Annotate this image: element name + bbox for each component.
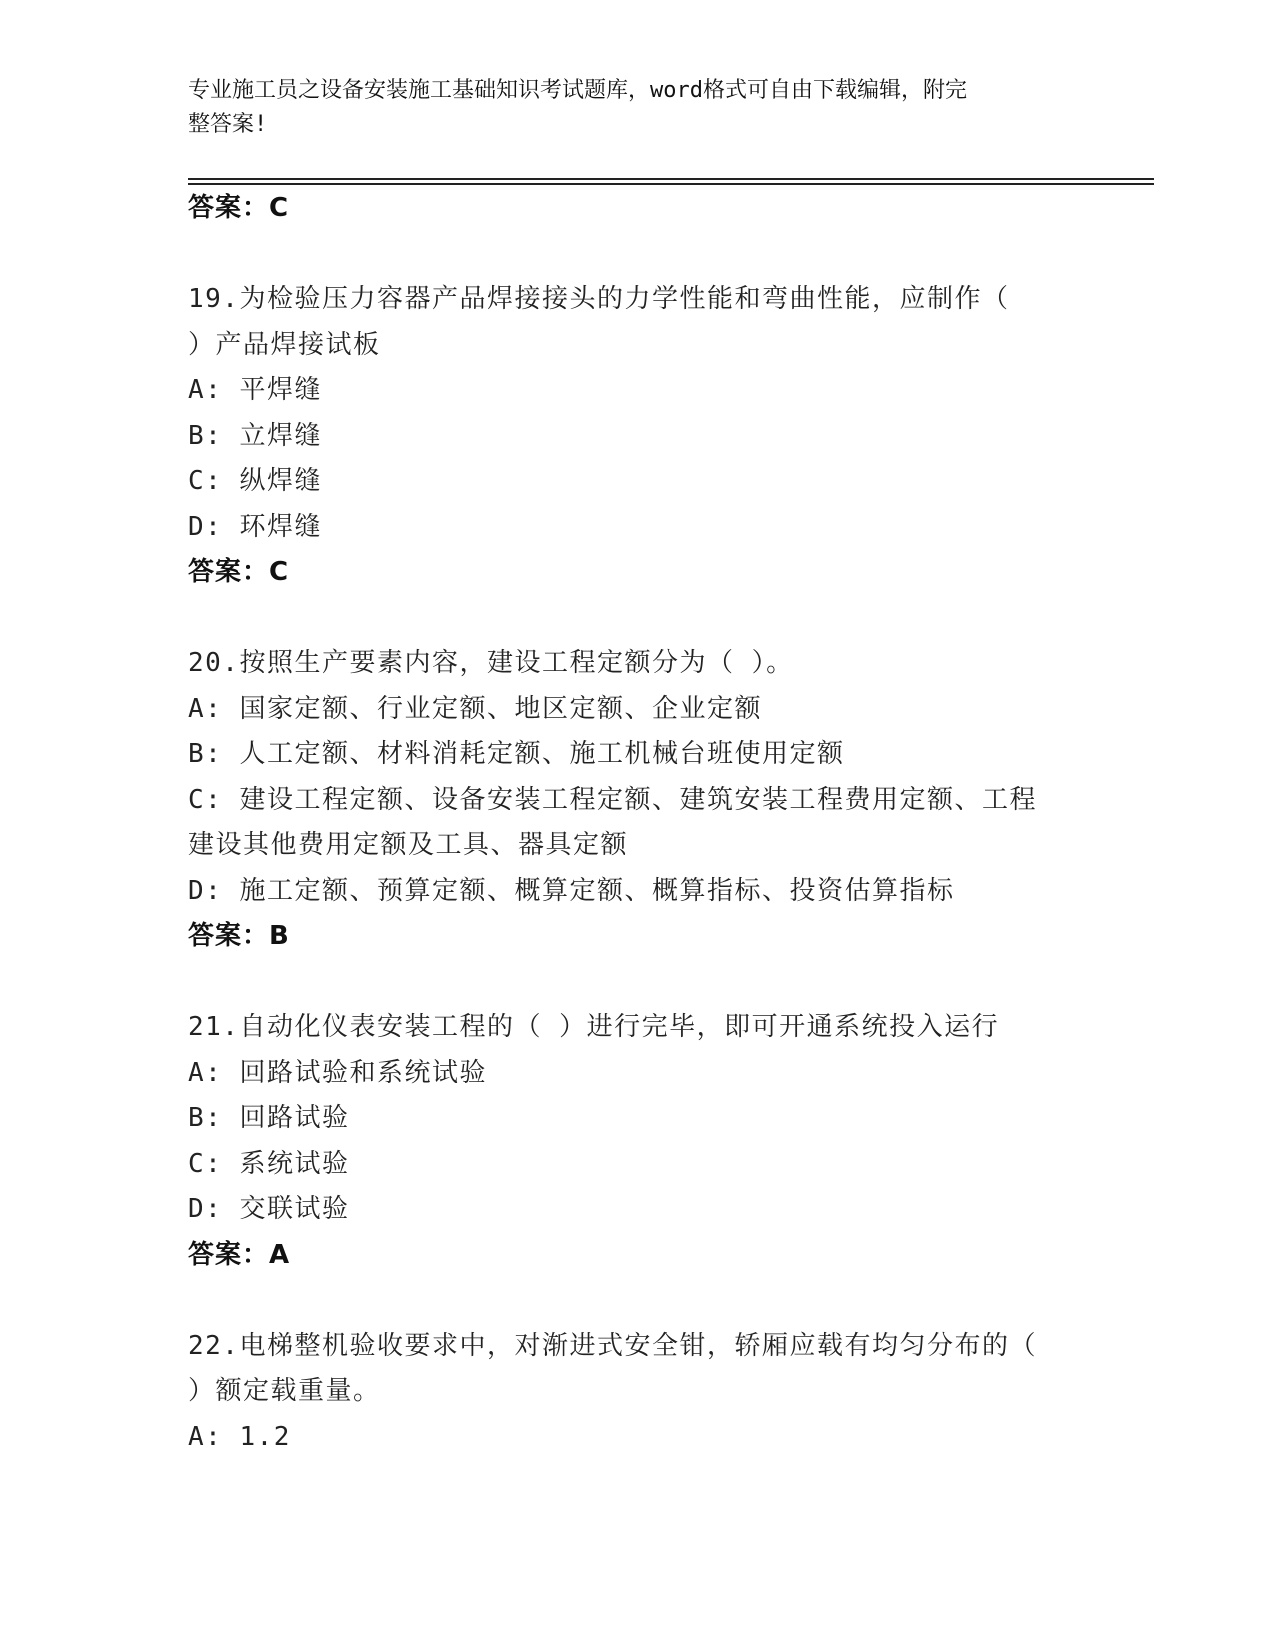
question-stem: 22.电梯整机验收要求中，对渐进式安全钳，轿厢应载有均匀分布的（ (188, 1330, 1037, 1361)
option-a: A: 平焊缝 (188, 375, 322, 405)
option-b: B: 人工定额、材料消耗定额、施工机械台班使用定额 (188, 739, 845, 769)
header-rule-bottom (188, 183, 1154, 185)
header-line-1: 专业施工员之设备安装施工基础知识考试题库，word格式可自由下载编辑，附完 (188, 78, 967, 103)
page-header (188, 74, 1068, 142)
option-c: C: 纵焊缝 (188, 466, 322, 496)
answer-line: 答案：A (188, 1239, 291, 1270)
spacer (188, 960, 1088, 1006)
option-c-continued: 建设其他费用定额及工具、器具定额 (188, 830, 629, 860)
option-b: B: 回路试验 (188, 1103, 350, 1133)
answer-line: 答案：C (188, 193, 290, 223)
option-d: D: 施工定额、预算定额、概算定额、概算指标、投资估算指标 (188, 875, 955, 906)
option-b: B: 立焊缝 (188, 420, 322, 451)
header-line-2: 整答案! (188, 112, 268, 137)
option-a: A: 国家定额、行业定额、地区定额、企业定额 (188, 693, 762, 724)
question-stem: 20.按照生产要素内容，建设工程定额分为（ ）。 (188, 648, 794, 678)
answer-line: 答案：C (188, 557, 290, 587)
spacer (188, 596, 1088, 642)
question-block (188, 1005, 1088, 1278)
option-c: C: 系统试验 (188, 1148, 350, 1179)
question-block (188, 641, 1088, 960)
option-a: A: 回路试验和系统试验 (188, 1057, 487, 1088)
option-d: D: 环焊缝 (188, 511, 322, 542)
question-stem: 19.为检验压力容器产品焊接接头的力学性能和弯曲性能，应制作（ (188, 284, 1010, 314)
option-d: D: 交联试验 (188, 1194, 350, 1224)
question-list (188, 186, 1088, 1460)
question-block (188, 1324, 1088, 1461)
question-block (188, 277, 1088, 596)
option-c: C: 建设工程定额、设备安装工程定额、建筑安装工程费用定额、工程 (188, 784, 1037, 815)
question-stem: ）额定载重量。 (188, 1376, 381, 1406)
spacer (188, 1278, 1088, 1324)
answer-line: 答案：B (188, 921, 290, 951)
spacer (188, 232, 1088, 278)
option-a: A: 1.2 (188, 1421, 291, 1452)
header-rule-top (188, 178, 1154, 180)
question-stem: 21.自动化仪表安装工程的（ ）进行完毕，即可开通系统投入运行 (188, 1012, 1000, 1042)
question-stem: ）产品焊接试板 (188, 329, 381, 360)
